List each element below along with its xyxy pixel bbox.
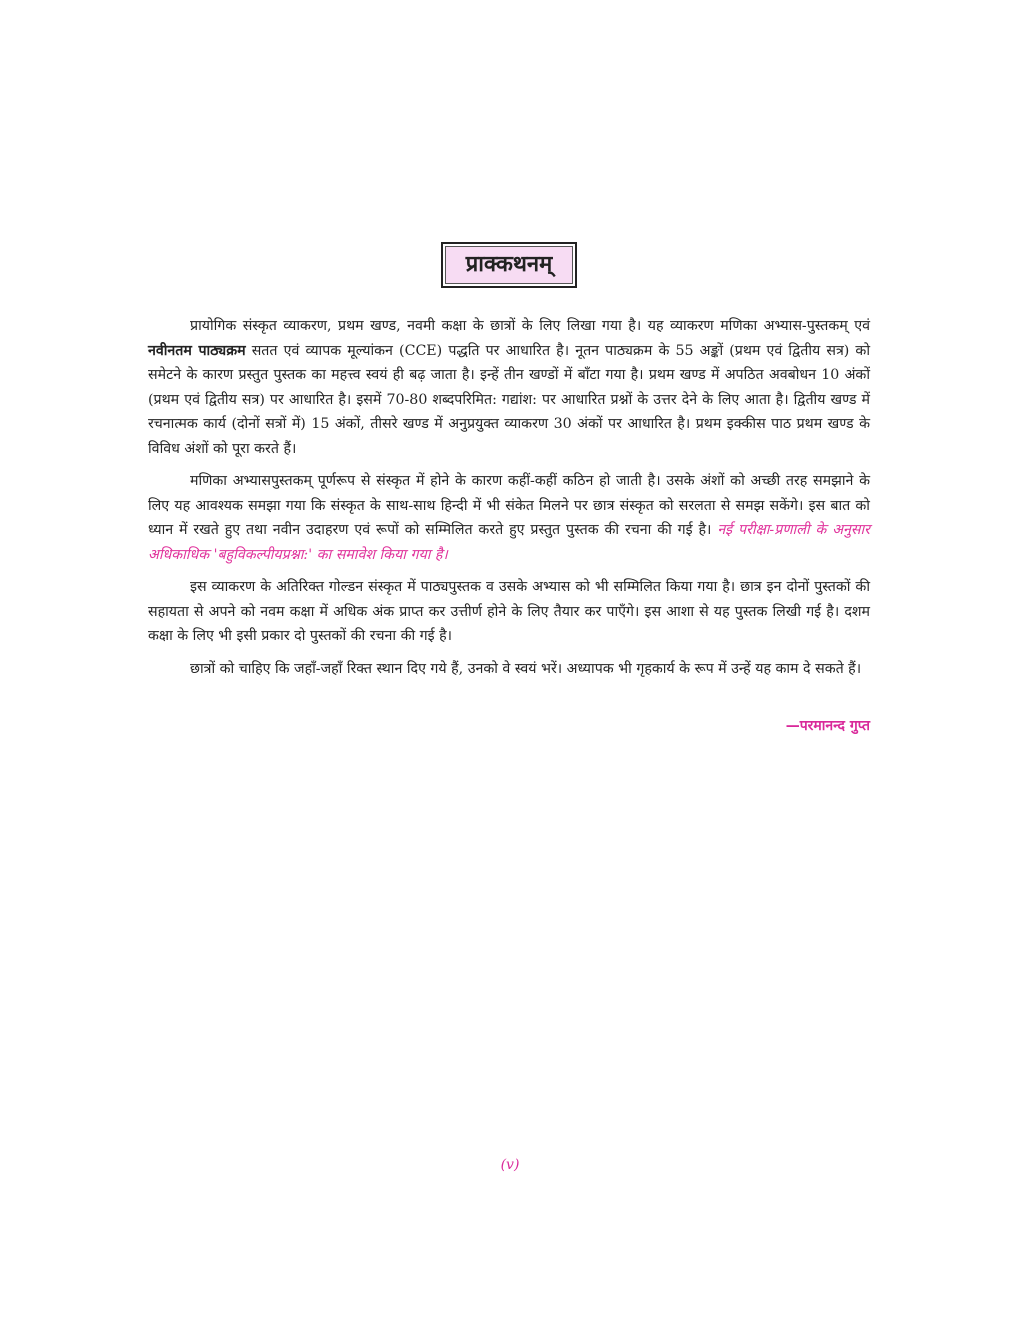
preface-body — [148, 314, 870, 689]
paragraph-4: छात्रों को चाहिए कि जहाँ-जहाँ रिक्त स्थान दिए गये हैं, उनको वे स्वयं भरें। अध्यापक भी गृहकार्य के रूप में उन्हें यह काम दे सकते हैं। — [190, 660, 862, 677]
paragraph-2 — [148, 469, 870, 567]
paragraph-1-text-a: प्रायोगिक संस्कृत व्याकरण, प्रथम खण्ड, नवमी कक्षा के छात्रों के लिए लिखा गया है। यह व्याकरण मणिका अभ्यास-पुस्तकम् एवं — [190, 318, 870, 334]
paragraph-1-text-b: सतत एवं व्यापक मूल्यांकन (CCE) पद्धति पर आधारित है। नूतन पाठ्यक्रम के 55 अङ्कों (प्रथम एवं द्वितीय सत्र) को समेटने के कारण प्रस्तुत पुस्तक का महत्त्व स्वयं ही बढ़ जाता है। इन्हें तीन खण्डों में बाँटा गया है। प्रथम खण्ड में अपठित अवबोधन 10 अंकों (प्रथम एवं द्वितीय सत्र) पर आधारित है। इसमें 70-80 शब्दपरिमित: गद्यांश: पर आधारित प्रश्नों के उत्तर देने के लिए आता है। द्वितीय खण्ड में रचनात्मक कार्य (दोनों सत्रों में) 15 अंकों, तीसरे खण्ड में अनुप्रयुक्त व्याकरण 30 अंकों पर आधारित है। प्रथम इक्कीस पाठ प्रथम खण्ड के विविध अंशों को पूरा करते हैं। — [148, 342, 871, 457]
paragraph-1-bold-text: नवीनतम पाठ्यक्रम — [148, 342, 246, 359]
author-signature: —परमानन्द गुप्त — [785, 718, 870, 734]
paragraph-2-text: मणिका अभ्यासपुस्तकम् पूर्णरूप से संस्कृत में होने के कारण कहीं-कहीं कठिन हो जाती है। उसके अंशों को अच्छी तरह समझाने के लिए यह आवश्यक समझा गया कि संस्कृत के साथ-साथ हिन्दी में भी संकेत मिलने पर छात्र संस्कृत को सरलता से समझ सकेंगे। इस बात को ध्यान में रखते हुए तथा नवीन उदाहरण एवं रूपों को सम्मिलित करते हुए प्रस्तुत पुस्तक की रचना की गई है। — [148, 473, 870, 538]
paragraph-2-highlight: नई परीक्षा-प्रणाली के अनुसार अधिकाधिक 'बहुविकल्पीयप्रश्ना:' का समावेश किया गया है। — [148, 522, 870, 563]
paragraph-3: इस व्याकरण के अतिरिक्त गोल्डन संस्कृत में पाठ्यपुस्तक व उसके अभ्यास को भी सम्मिलित किया गया है। छात्र इन दोनों पुस्तकों की सहायता से अपने को नवम कक्षा में अधिक अंक प्राप्त कर उत्तीर्ण होने के लिए तैयार कर पाएँगे। इस आशा से यह पुस्तक लिखी गई है। दशम कक्षा के लिए भी इसी प्रकार दो पुस्तकों की रचना की गई है। — [148, 579, 870, 644]
title-box — [441, 242, 577, 288]
paragraph-1 — [148, 314, 870, 461]
page-number: (v) — [500, 1157, 520, 1173]
page-title: प्राक्कथनम् — [465, 252, 553, 277]
